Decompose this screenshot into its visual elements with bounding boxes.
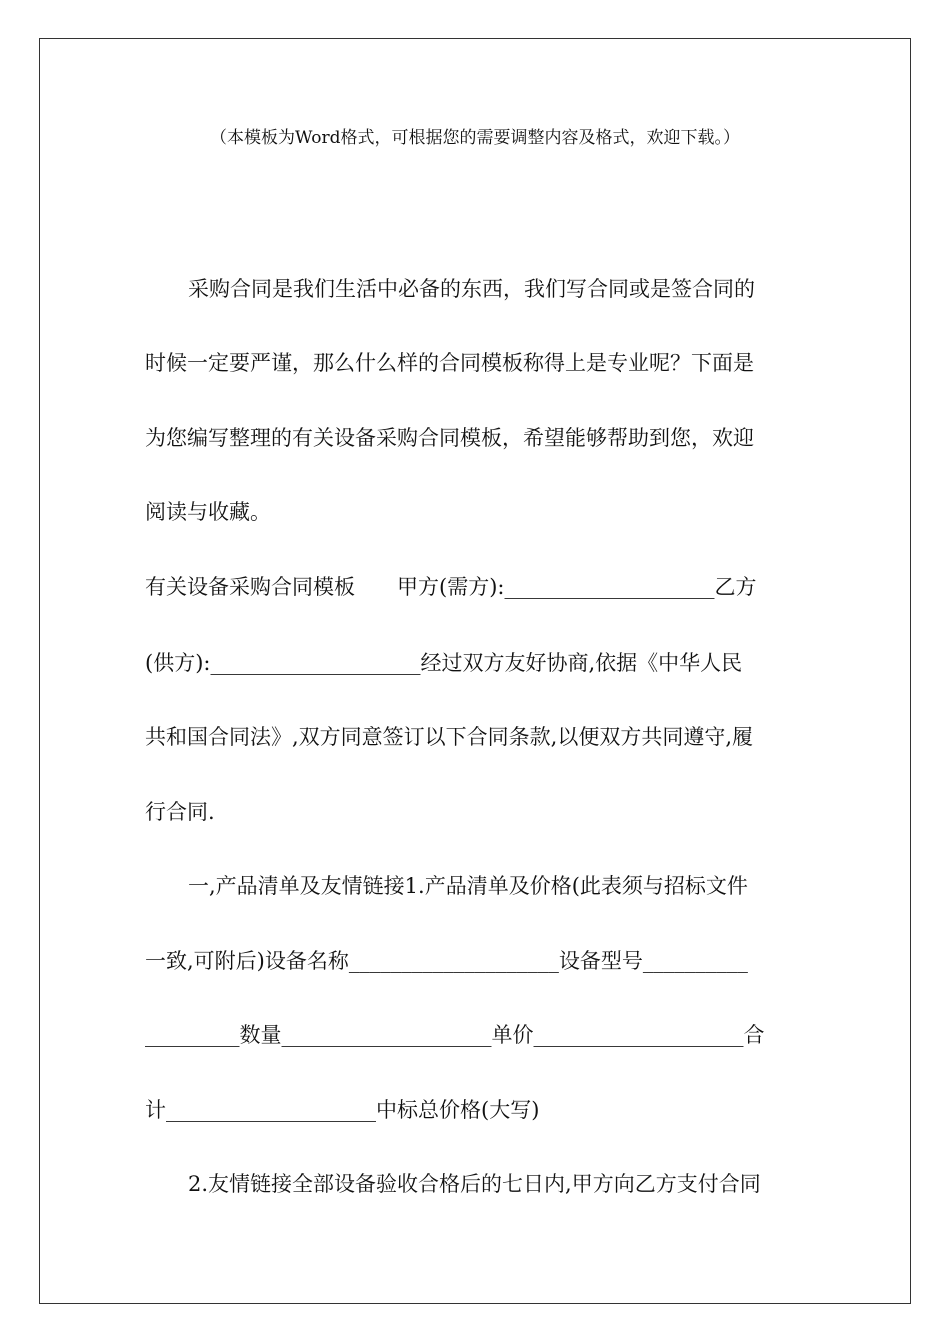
section-1-line-2: 一致,可附后)设备名称____________________设备型号__________ <box>145 949 748 973</box>
template-note: （本模板为Word格式，可根据您的需要调整内容及格式，欢迎下载。） <box>209 128 741 148</box>
intro-line-3: 为您编写整理的有关设备采购合同模板，希望能够帮助到您，欢迎 <box>145 426 754 450</box>
section-1-line-3: _________数量____________________单价____________________合 <box>145 1023 765 1047</box>
section-1-item-2: 2.友情链接全部设备验收合格后的七日内,甲方向乙方支付合同 <box>188 1172 761 1196</box>
contract-parties-line-4: 行合同. <box>145 800 215 824</box>
intro-line-1: 采购合同是我们生活中必备的东西，我们写合同或是签合同的 <box>188 277 755 301</box>
section-1-line-4: 计____________________中标总价格(大写) <box>145 1098 540 1122</box>
contract-parties-line-3: 共和国合同法》,双方同意签订以下合同条款,以便双方共同遵守,履 <box>145 725 754 749</box>
contract-parties-line-2: (供方):____________________经过双方友好协商,依据《中华人民 <box>145 651 743 675</box>
intro-line-2: 时候一定要严谨，那么什么样的合同模板称得上是专业呢？下面是 <box>145 351 754 375</box>
section-1-line-1: 一,产品清单及友情链接1.产品清单及价格(此表须与招标文件 <box>188 874 748 898</box>
contract-parties-line-1: 有关设备采购合同模板 甲方(需方):____________________乙方 <box>145 575 757 599</box>
intro-line-4: 阅读与收藏。 <box>145 500 271 524</box>
